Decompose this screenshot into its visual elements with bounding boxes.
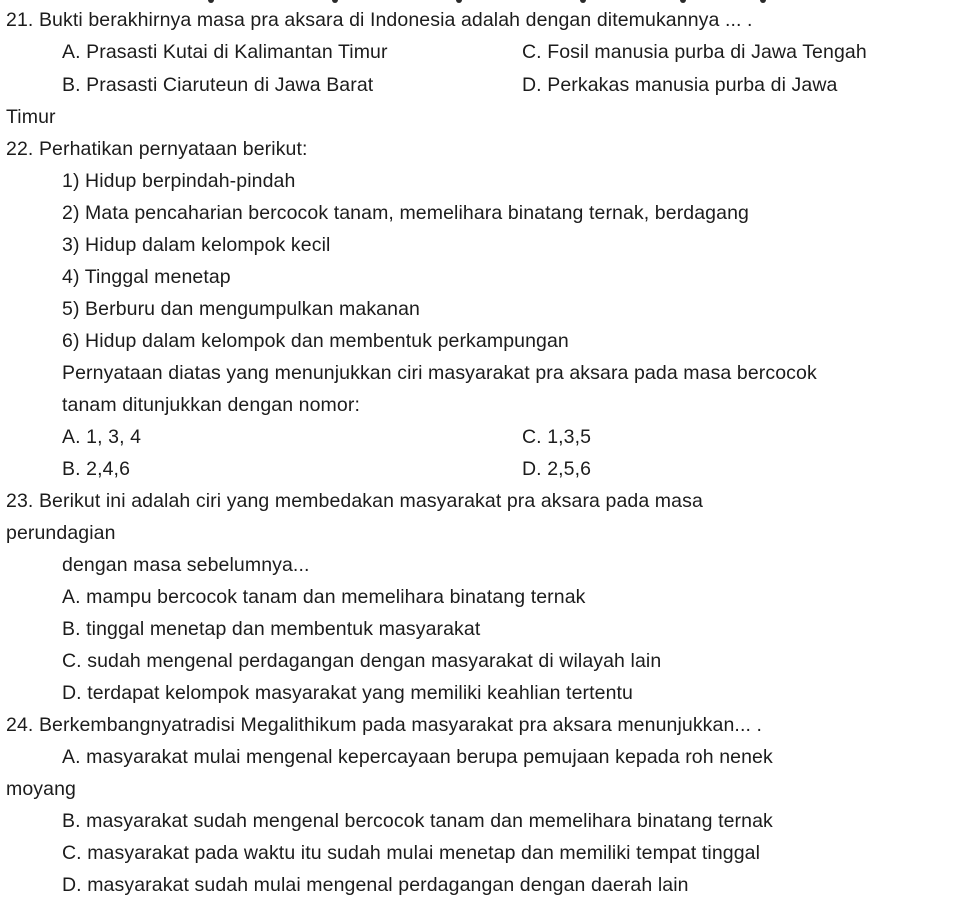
question-23-option-b[interactable]: B. tinggal menetap dan membentuk masyarakat <box>62 618 481 640</box>
question-21-option-d-continued: Timur <box>6 106 56 128</box>
question-21-option-a[interactable]: A. Prasasti Kutai di Kalimantan Timur <box>62 41 388 63</box>
question-23-text-line-2: perundagian <box>6 522 116 544</box>
question-23-option-c[interactable]: C. sudah mengenal perdagangan dengan masyarakat di wilayah lain <box>62 650 662 672</box>
question-22-option-b[interactable]: B. 2,4,6 <box>62 458 131 480</box>
statement-3: 3) Hidup dalam kelompok kecil <box>62 234 331 256</box>
question-24-number: 24. <box>6 714 34 736</box>
cropped-previous-line <box>160 0 800 4</box>
question-23-text-line-1: Berikut ini adalah ciri yang membedakan masyarakat pra aksara pada masa <box>38 490 703 512</box>
question-24-text: Berkembangnyatradisi Megalithikum pada masyarakat pra aksara menunjukkan... . <box>38 714 763 736</box>
question-24-option-d[interactable]: D. masyarakat sudah mulai mengenal perdagangan dengan daerah lain <box>62 874 689 896</box>
statement-4: 4) Tinggal menetap <box>62 266 231 288</box>
question-21-stem <box>6 8 753 32</box>
question-23-stem <box>6 489 703 513</box>
statement-6: 6) Hidup dalam kelompok dan membentuk perkampungan <box>62 330 569 352</box>
question-22-option-d[interactable]: D. 2,5,6 <box>522 458 592 480</box>
question-23-number: 23. <box>6 490 34 512</box>
question-24-option-b[interactable]: B. masyarakat sudah mengenal bercocok tanam dan memelihara binatang ternak <box>62 810 773 832</box>
question-23-option-a[interactable]: A. mampu bercocok tanam dan memelihara binatang ternak <box>62 586 586 608</box>
question-22-prompt-line-1: Pernyataan diatas yang menunjukkan ciri masyarakat pra aksara pada masa bercocok <box>62 362 817 384</box>
question-24-option-a[interactable]: A. masyarakat mulai mengenal kepercayaan berupa pemujaan kepada roh nenek <box>62 746 773 768</box>
question-21-text: Bukti berakhirnya masa pra aksara di Indonesia adalah dengan ditemukannya ... . <box>38 9 753 31</box>
question-21-option-b[interactable]: B. Prasasti Ciaruteun di Jawa Barat <box>62 74 374 96</box>
question-21-option-d[interactable]: D. Perkakas manusia purba di Jawa <box>522 74 838 96</box>
question-22-number: 22. <box>6 138 34 160</box>
question-24-option-c[interactable]: C. masyarakat pada waktu itu sudah mulai menetap dan memiliki tempat tinggal <box>62 842 761 864</box>
statement-1: 1) Hidup berpindah-pindah <box>62 170 296 192</box>
question-22-stem <box>6 137 308 161</box>
question-23-text-line-3: dengan masa sebelumnya... <box>62 554 310 576</box>
statement-2: 2) Mata pencaharian bercocok tanam, memelihara binatang ternak, berdagang <box>62 202 749 224</box>
question-22-option-a[interactable]: A. 1, 3, 4 <box>62 426 142 448</box>
question-21-option-c[interactable]: C. Fosil manusia purba di Jawa Tengah <box>522 41 867 63</box>
question-21-number: 21. <box>6 9 34 31</box>
question-24-stem <box>6 713 762 737</box>
statement-5: 5) Berburu dan mengumpulkan makanan <box>62 298 420 320</box>
question-24-option-a-continued: moyang <box>6 778 76 800</box>
question-22-option-c[interactable]: C. 1,3,5 <box>522 426 592 448</box>
question-22-text: Perhatikan pernyataan berikut: <box>38 138 308 160</box>
question-23-option-d[interactable]: D. terdapat kelompok masyarakat yang memiliki keahlian tertentu <box>62 682 633 704</box>
question-22-prompt-line-2: tanam ditunjukkan dengan nomor: <box>62 394 360 416</box>
